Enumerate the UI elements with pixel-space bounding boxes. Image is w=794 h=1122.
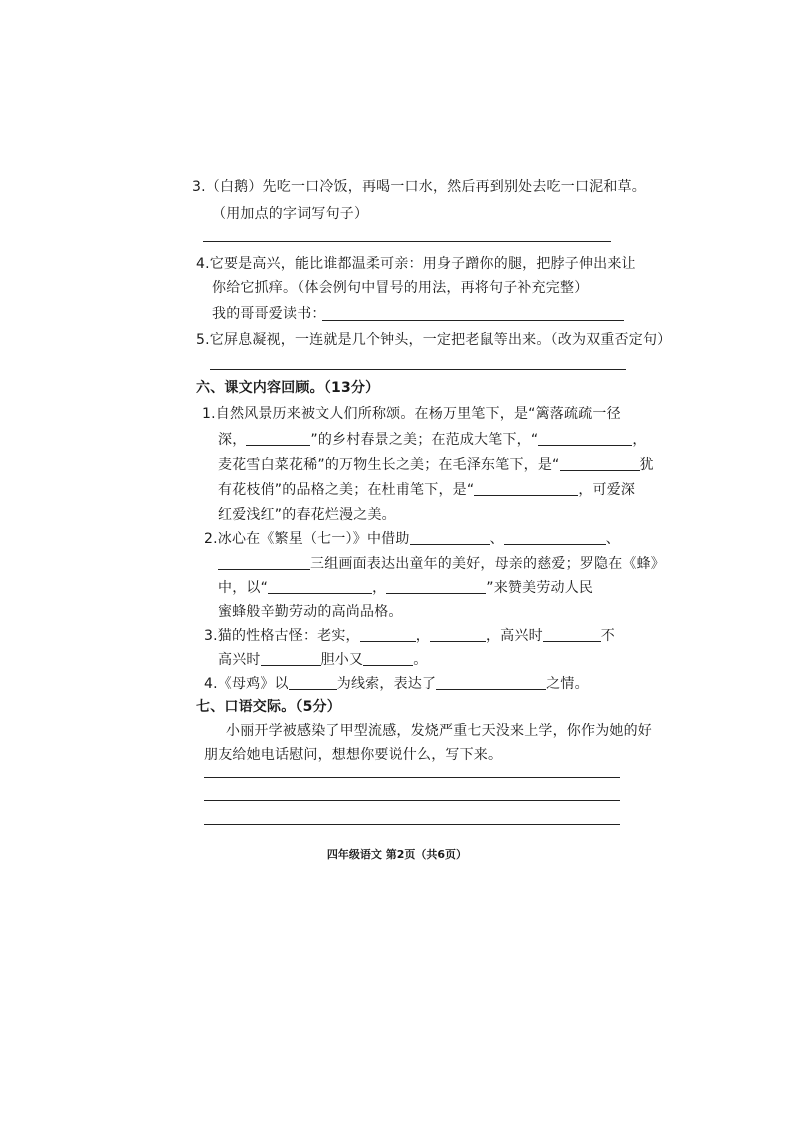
section-7-heading: 七、口语交际。（5分） xyxy=(196,699,341,715)
q5-3-line2: （用加点的字词写句子） xyxy=(212,206,369,222)
section-6-heading: 六、课文内容回顾。（13分） xyxy=(196,380,380,396)
fill-blank[interactable] xyxy=(386,579,486,594)
fill-blank[interactable] xyxy=(360,627,416,642)
fill-blank[interactable] xyxy=(543,627,601,642)
q5-4-line1: 4.它要是高兴，能比谁都温柔可亲：用身子蹭你的腿，把脖子伸出来让 xyxy=(196,256,636,272)
q6-1-line1: 1.自然风景历来被文人们所称颂。在杨万里笔下，是“篱落疏疏一径 xyxy=(202,406,621,422)
fill-blank[interactable] xyxy=(504,530,606,545)
fill-blank[interactable] xyxy=(289,675,337,690)
fill-blank[interactable] xyxy=(246,431,310,446)
q6-2-line4: 蜜蜂般辛勤劳动的高尚品格。 xyxy=(218,604,403,620)
fill-blank[interactable] xyxy=(218,555,310,570)
fill-blank[interactable] xyxy=(363,651,413,666)
page-footer: 四年级语文 第2页（共6页） xyxy=(326,848,468,861)
q6-2-line2: 三组画面表达出童年的美好，母亲的慈爱；罗隐在《蜂》 xyxy=(218,554,665,574)
q6-4-line1: 4.《母鸡》以 为线索，表达了 之情。 xyxy=(204,676,589,692)
fill-blank[interactable] xyxy=(410,530,490,545)
answer-line[interactable] xyxy=(204,800,620,801)
fill-blank[interactable] xyxy=(560,456,640,471)
q6-1-line2: 深， ”的乡村春景之美；在范成大笔下，“ ， xyxy=(218,432,647,448)
section-7-prompt-line2: 朋友给她电话慰问，想想你要说什么，写下来。 xyxy=(204,747,503,763)
q6-3-line2: 高兴时 胆小又 。 xyxy=(218,652,428,668)
q6-1-line3: 麦花雪白菜花稀”的万物生长之美；在毛泽东笔下，是“ 犹 xyxy=(218,457,654,473)
answer-line[interactable] xyxy=(203,241,611,242)
answer-line[interactable] xyxy=(204,777,620,778)
q6-2-line1: 2.冰心在《繁星（七一）》中借助 、 、 xyxy=(204,531,620,547)
fill-blank[interactable] xyxy=(436,675,546,690)
fill-blank[interactable] xyxy=(474,481,578,496)
section-7-prompt-line1: 小丽开学被感染了甲型流感，发烧严重七天没来上学，你作为她的好 xyxy=(226,723,652,739)
answer-line[interactable] xyxy=(204,824,620,825)
q6-3-line1: 3.猫的性格古怪：老实， ， ，高兴时 不 xyxy=(204,628,615,644)
q5-5-line1: 5.它屏息凝视，一连就是几个钟头，一定把老鼠等出来。（改为双重否定句） xyxy=(196,332,672,348)
q5-4-line2: 你给它抓痒。（体会例句中冒号的用法，再将句子补充完整） xyxy=(212,280,589,296)
fill-blank[interactable] xyxy=(538,431,632,446)
q6-1-line5: 红爱浅红”的春花烂漫之美。 xyxy=(218,507,396,523)
fill-blank[interactable] xyxy=(268,579,372,594)
fill-blank[interactable] xyxy=(261,651,321,666)
answer-line[interactable] xyxy=(322,320,624,321)
q6-1-line4: 有花枝俏”的品格之美；在杜甫笔下，是“ ，可爱深 xyxy=(218,482,636,498)
answer-line[interactable] xyxy=(210,369,626,370)
fill-blank[interactable] xyxy=(430,627,486,642)
q6-2-line3: 中，以“ ， ”来赞美劳动人民 xyxy=(218,580,594,596)
q5-4-line3: 我的哥哥爱读书： xyxy=(212,306,326,322)
q5-3-line1: 3.（白鹅）先吃一口冷饭，再喝一口水，然后再到别处去吃一口泥和草。 xyxy=(192,179,646,195)
